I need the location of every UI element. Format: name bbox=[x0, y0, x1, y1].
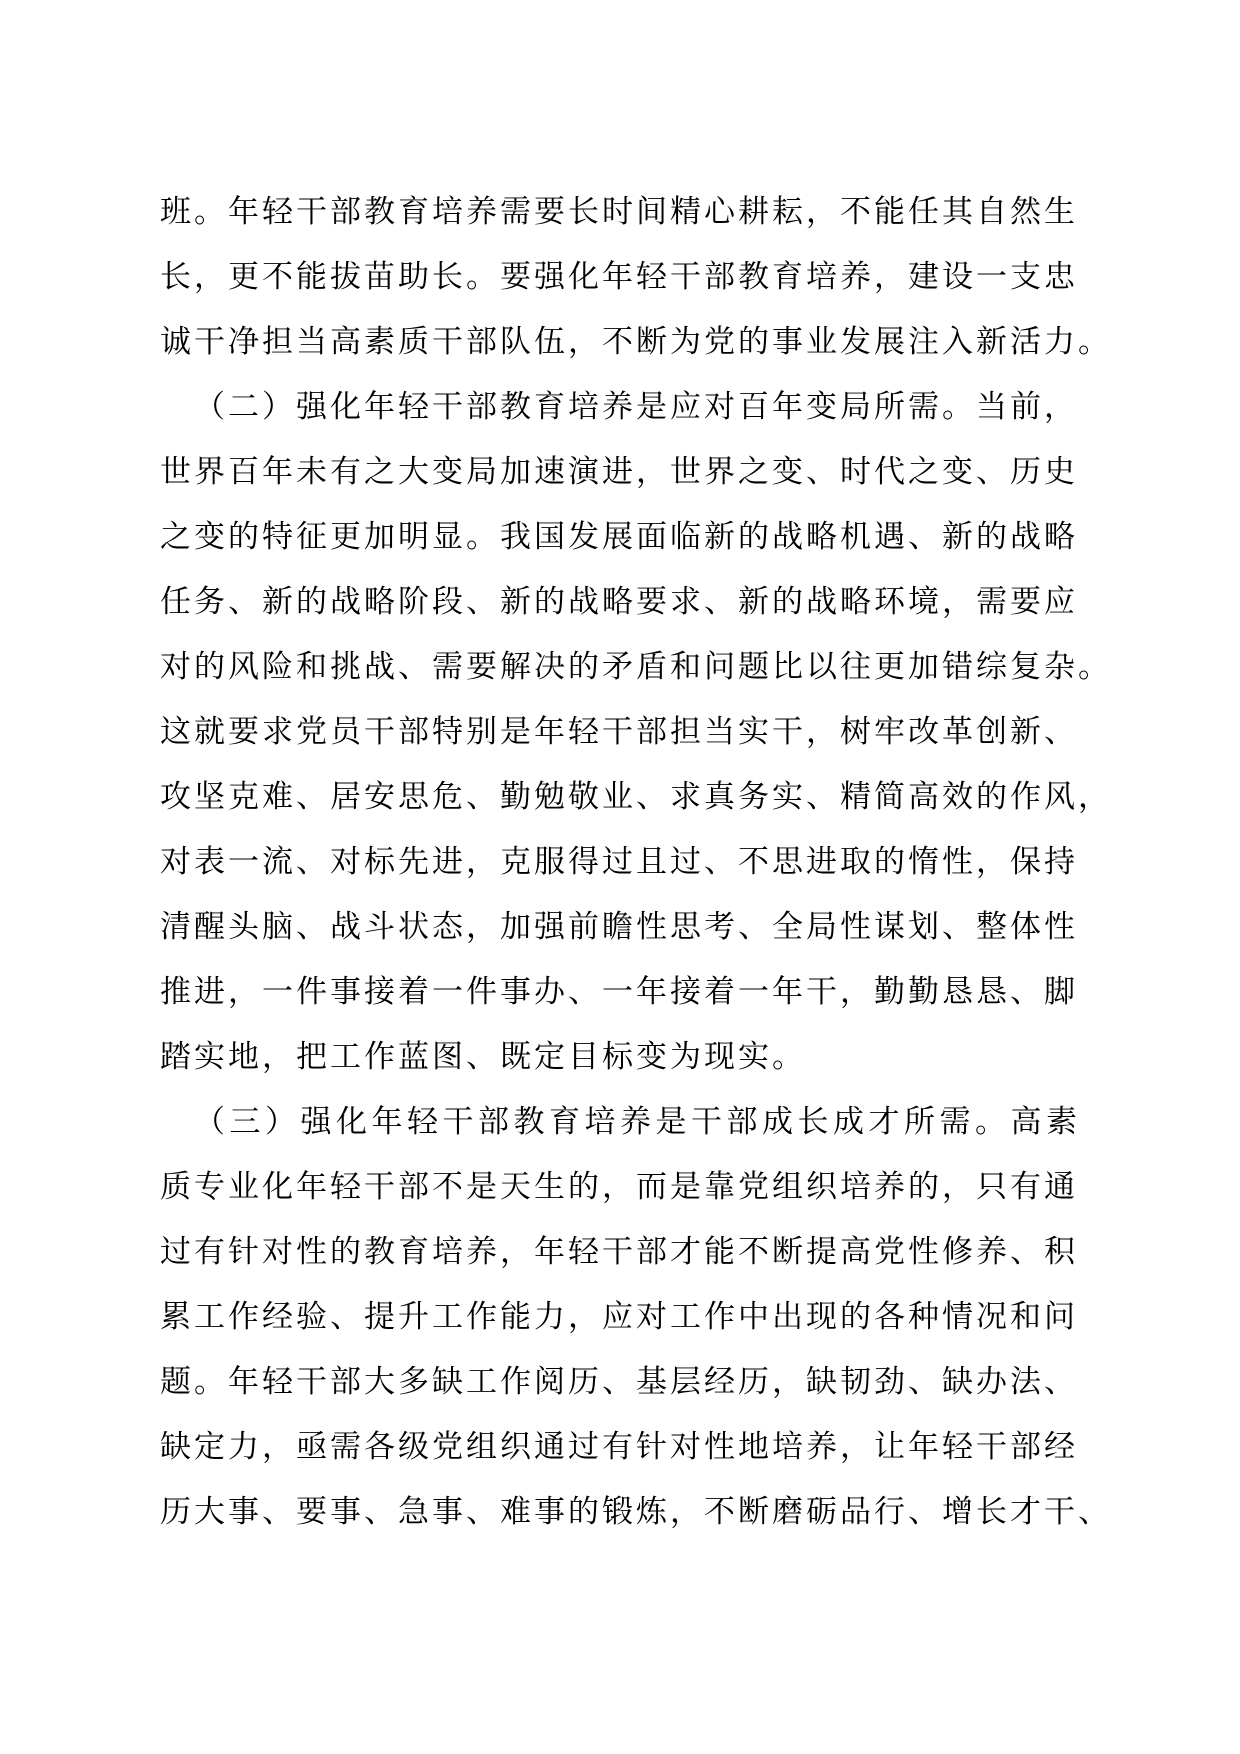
text-line: 质专业化年轻干部不是天生的，而是靠党组织培养的，只有通 bbox=[160, 1169, 1078, 1205]
text-line: 过有针对性的教育培养，年轻干部才能不断提高党性修养、积 bbox=[160, 1234, 1078, 1270]
text-line: 清醒头脑、战斗状态，加强前瞻性思考、全局性谋划、整体性 bbox=[160, 909, 1078, 945]
text-line: 长，更不能拔苗助长。要强化年轻干部教育培养，建设一支忠 bbox=[160, 259, 1078, 295]
text-line: 之变的特征更加明显。我国发展面临新的战略机遇、新的战略 bbox=[160, 519, 1078, 555]
text-line: 世界百年未有之大变局加速演进，世界之变、时代之变、历史 bbox=[160, 454, 1078, 490]
text-line: 对的风险和挑战、需要解决的矛盾和问题比以往更加错综复杂。 bbox=[160, 649, 1112, 685]
text-line: 历大事、要事、急事、难事的锻炼，不断磨砺品行、增长才干、 bbox=[160, 1494, 1112, 1530]
text-line: 任务、新的战略阶段、新的战略要求、新的战略环境，需要应 bbox=[160, 584, 1078, 620]
text-line: 班。年轻干部教育培养需要长时间精心耕耘，不能任其自然生 bbox=[160, 194, 1078, 230]
section-heading-line: （三）强化年轻干部教育培养是干部成长成才所需。高素 bbox=[194, 1104, 1082, 1140]
paragraph-section-3 bbox=[160, 1090, 1120, 1545]
section-heading-line: （二）强化年轻干部教育培养是应对百年变局所需。当前， bbox=[194, 389, 1078, 425]
text-line: 累工作经验、提升工作能力，应对工作中出现的各种情况和问 bbox=[160, 1299, 1078, 1335]
text-line: 推进，一件事接着一件事办、一年接着一年干，勤勤恳恳、脚 bbox=[160, 974, 1078, 1010]
paragraph-section-2 bbox=[160, 375, 1120, 1090]
text-line: 缺定力，亟需各级党组织通过有针对性地培养，让年轻干部经 bbox=[160, 1429, 1078, 1465]
text-line: 诚干净担当高素质干部队伍，不断为党的事业发展注入新活力。 bbox=[160, 324, 1112, 360]
text-line: 攻坚克难、居安思危、勤勉敬业、求真务实、精简高效的作风， bbox=[160, 779, 1112, 815]
paragraph-continuation bbox=[160, 180, 1120, 375]
text-line: 对表一流、对标先进，克服得过且过、不思进取的惰性，保持 bbox=[160, 844, 1078, 880]
text-line: 这就要求党员干部特别是年轻干部担当实干，树牢改革创新、 bbox=[160, 714, 1078, 750]
text-line: 踏实地，把工作蓝图、既定目标变为现实。 bbox=[160, 1039, 806, 1075]
text-line: 题。年轻干部大多缺工作阅历、基层经历，缺韧劲、缺办法、 bbox=[160, 1364, 1078, 1400]
body-text bbox=[160, 180, 1120, 1545]
